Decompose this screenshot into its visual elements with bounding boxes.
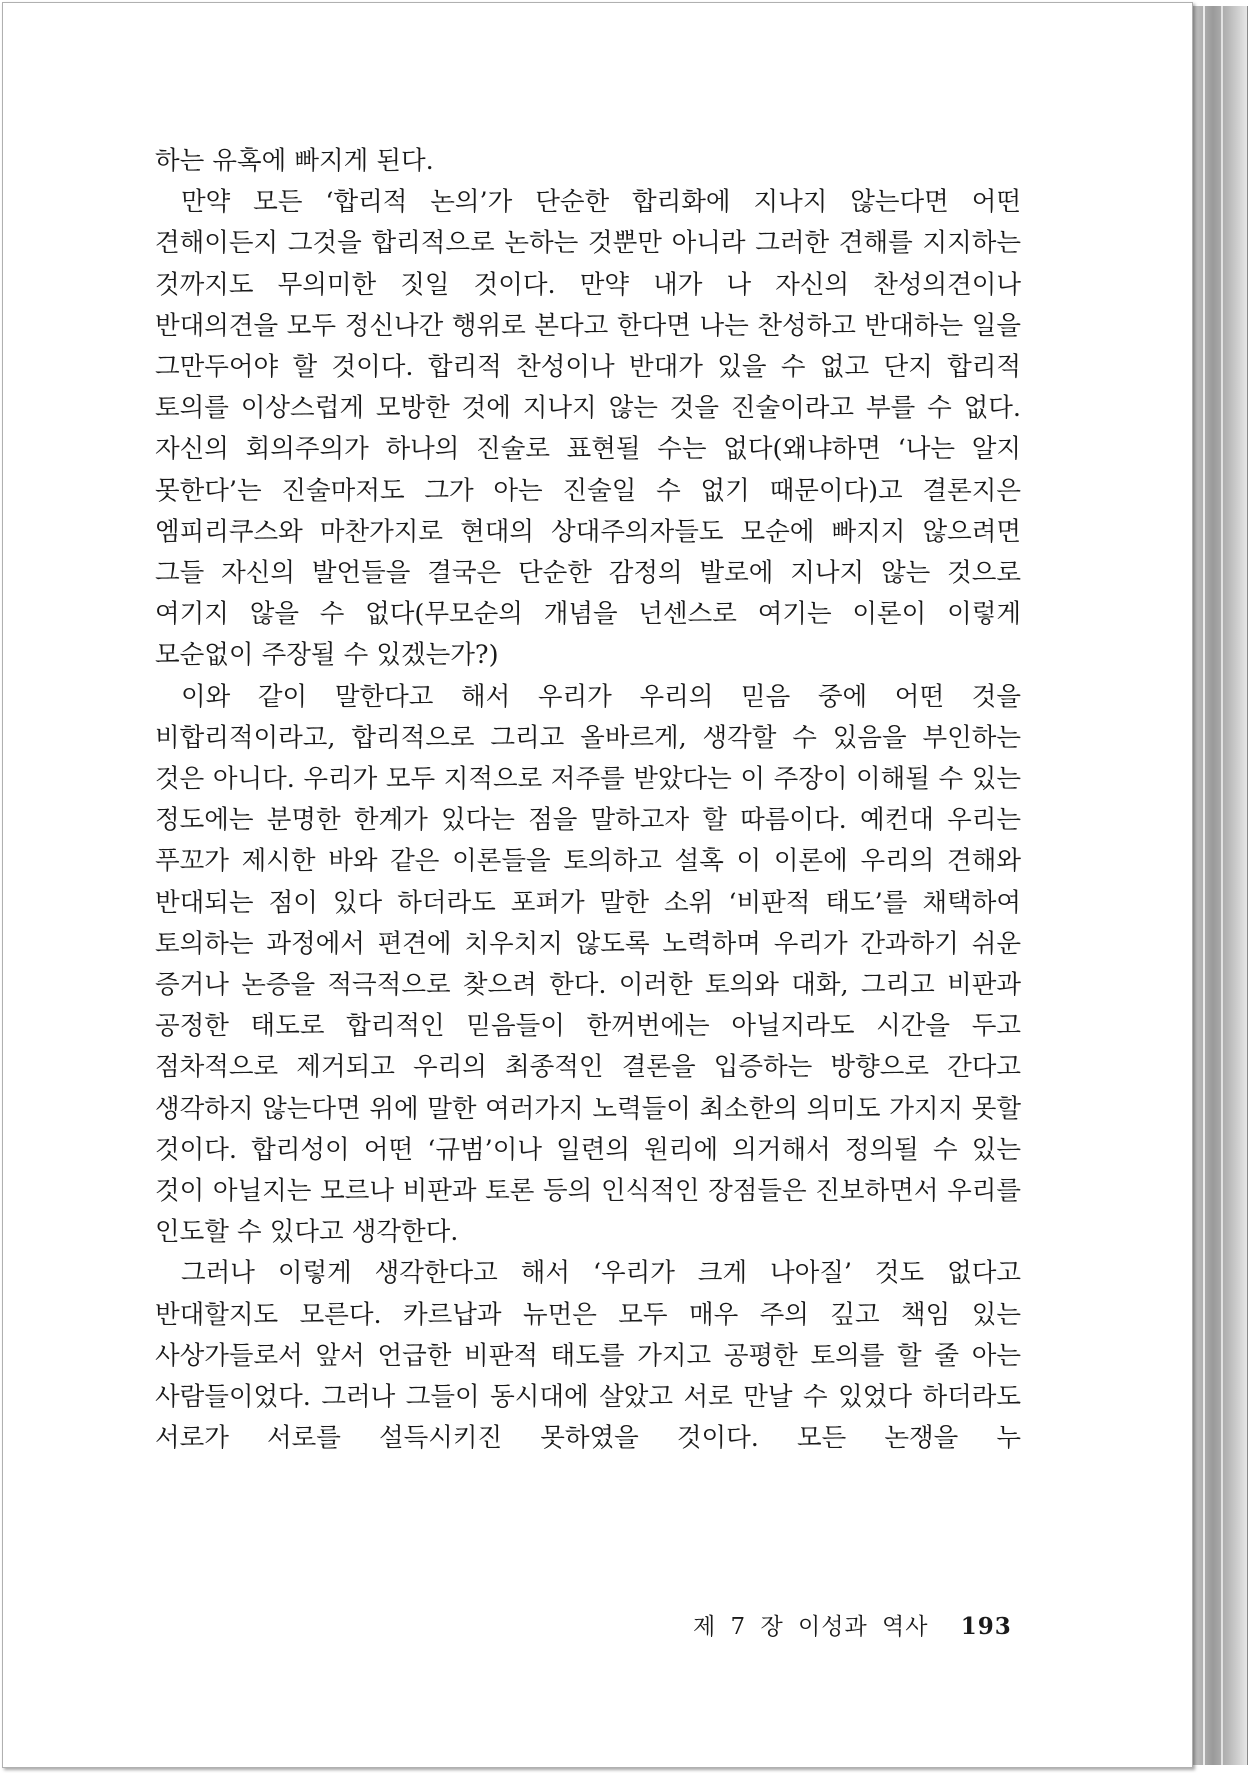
chapter-number: 제 7 장 <box>693 1614 784 1640</box>
paragraph: 만약 모든 ‘합리적 논의’가 단순한 합리화에 지나지 않는다면 어떤 견해이든지 그것을 합리적으로 논하는 것뿐만 아니라 그러한 견해를 지지하는 것까지도 무의미한 짓일 것이다. 만약 내가 나 자신의 찬성의견이나 반대의견을 모두 정신나간 행위로 본다고 한다면 나는 찬성하고 반대하는 일을 그만두어야 할 것이다. 합리적 찬성이나 반대가 있을 수 없고 단지 합리적 토의를 이상스럽게 모방한 것에 지나지 않는 것을 진술이라고 부를 수 없다. 자신의 회의주의가 하나의 진술로 표현될 수는 없다(왜냐하면 ‘나는 알지 못한다’는 진술마저도 그가 아는 진술일 수 없기 때문이다)고 결론지은 엠피리쿠스와 마찬가지로 현대의 상대주의자들도 모순에 빠지지 않으려면 그들 자신의 발언들을 결국은 단순한 감정의 발로에 지나지 않는 것으로 여기지 않을 수 없다(무모순의 개념을 넌센스로 여기는 이론이 이렇게 모순없이 주장될 수 있겠는가?) <box>155 187 1021 671</box>
paragraph: 그러나 이렇게 생각한다고 해서 ‘우리가 크게 나아질’ 것도 없다고 반대할지도 모른다. 카르납과 뉴먼은 모두 매우 주의 깊고 책임 있는 사상가들로서 앞서 언급한 비판적 태도를 가지고 공평한 토의를 할 줄 아는 사람들이었다. 그러나 그들이 동시대에 살았고 서로 만날 수 있었다 하더라도 서로가 서로를 설득시키진 못하였을 것이다. 모든 논쟁을 누 <box>155 1258 1021 1454</box>
body-text <box>155 141 1021 1460</box>
page-number: 193 <box>960 1613 1012 1640</box>
paragraph-continuation: 하는 유혹에 빠지게 된다. <box>155 146 434 176</box>
running-footer <box>693 1608 1012 1641</box>
chapter-title: 이성과 역사 <box>798 1614 929 1640</box>
page-stack-edge <box>1185 6 1248 1765</box>
paragraph: 이와 같이 말한다고 해서 우리가 우리의 믿음 중에 어떤 것을 비합리적이라고, 합리적으로 그리고 올바르게, 생각할 수 있음을 부인하는 것은 아니다. 우리가 모두 지적으로 저주를 받았다는 이 주장이 이해될 수 있는 정도에는 분명한 한계가 있다는 점을 말하고자 할 따름이다. 예컨대 우리는 푸꼬가 제시한 바와 같은 이론들을 토의하고 설혹 이 이론에 우리의 견해와 반대되는 점이 있다 하더라도 포퍼가 말한 소위 ‘비판적 태도’를 채택하여 토의하는 과정에서 편견에 치우치지 않도록 노력하며 우리가 간과하기 쉬운 증거나 논증을 적극적으로 찾으려 한다. 이러한 토의와 대화, 그리고 비판과 공정한 태도로 합리적인 믿음들이 한꺼번에는 아닐지라도 시간을 두고 점차적으로 제거되고 우리의 최종적인 결론을 입증하는 방향으로 간다고 생각하지 않는다면 위에 말한 여러가지 노력들이 최소한의 의미도 가지지 못할 것이다. 합리성이 어떤 ‘규범’이나 일련의 원리에 의거해서 정의될 수 있는 것이 아닐지는 모르나 비판과 토론 등의 인식적인 장점들은 진보하면서 우리를 인도할 수 있다고 생각한다. <box>155 681 1021 1248</box>
book-page <box>2 2 1193 1768</box>
